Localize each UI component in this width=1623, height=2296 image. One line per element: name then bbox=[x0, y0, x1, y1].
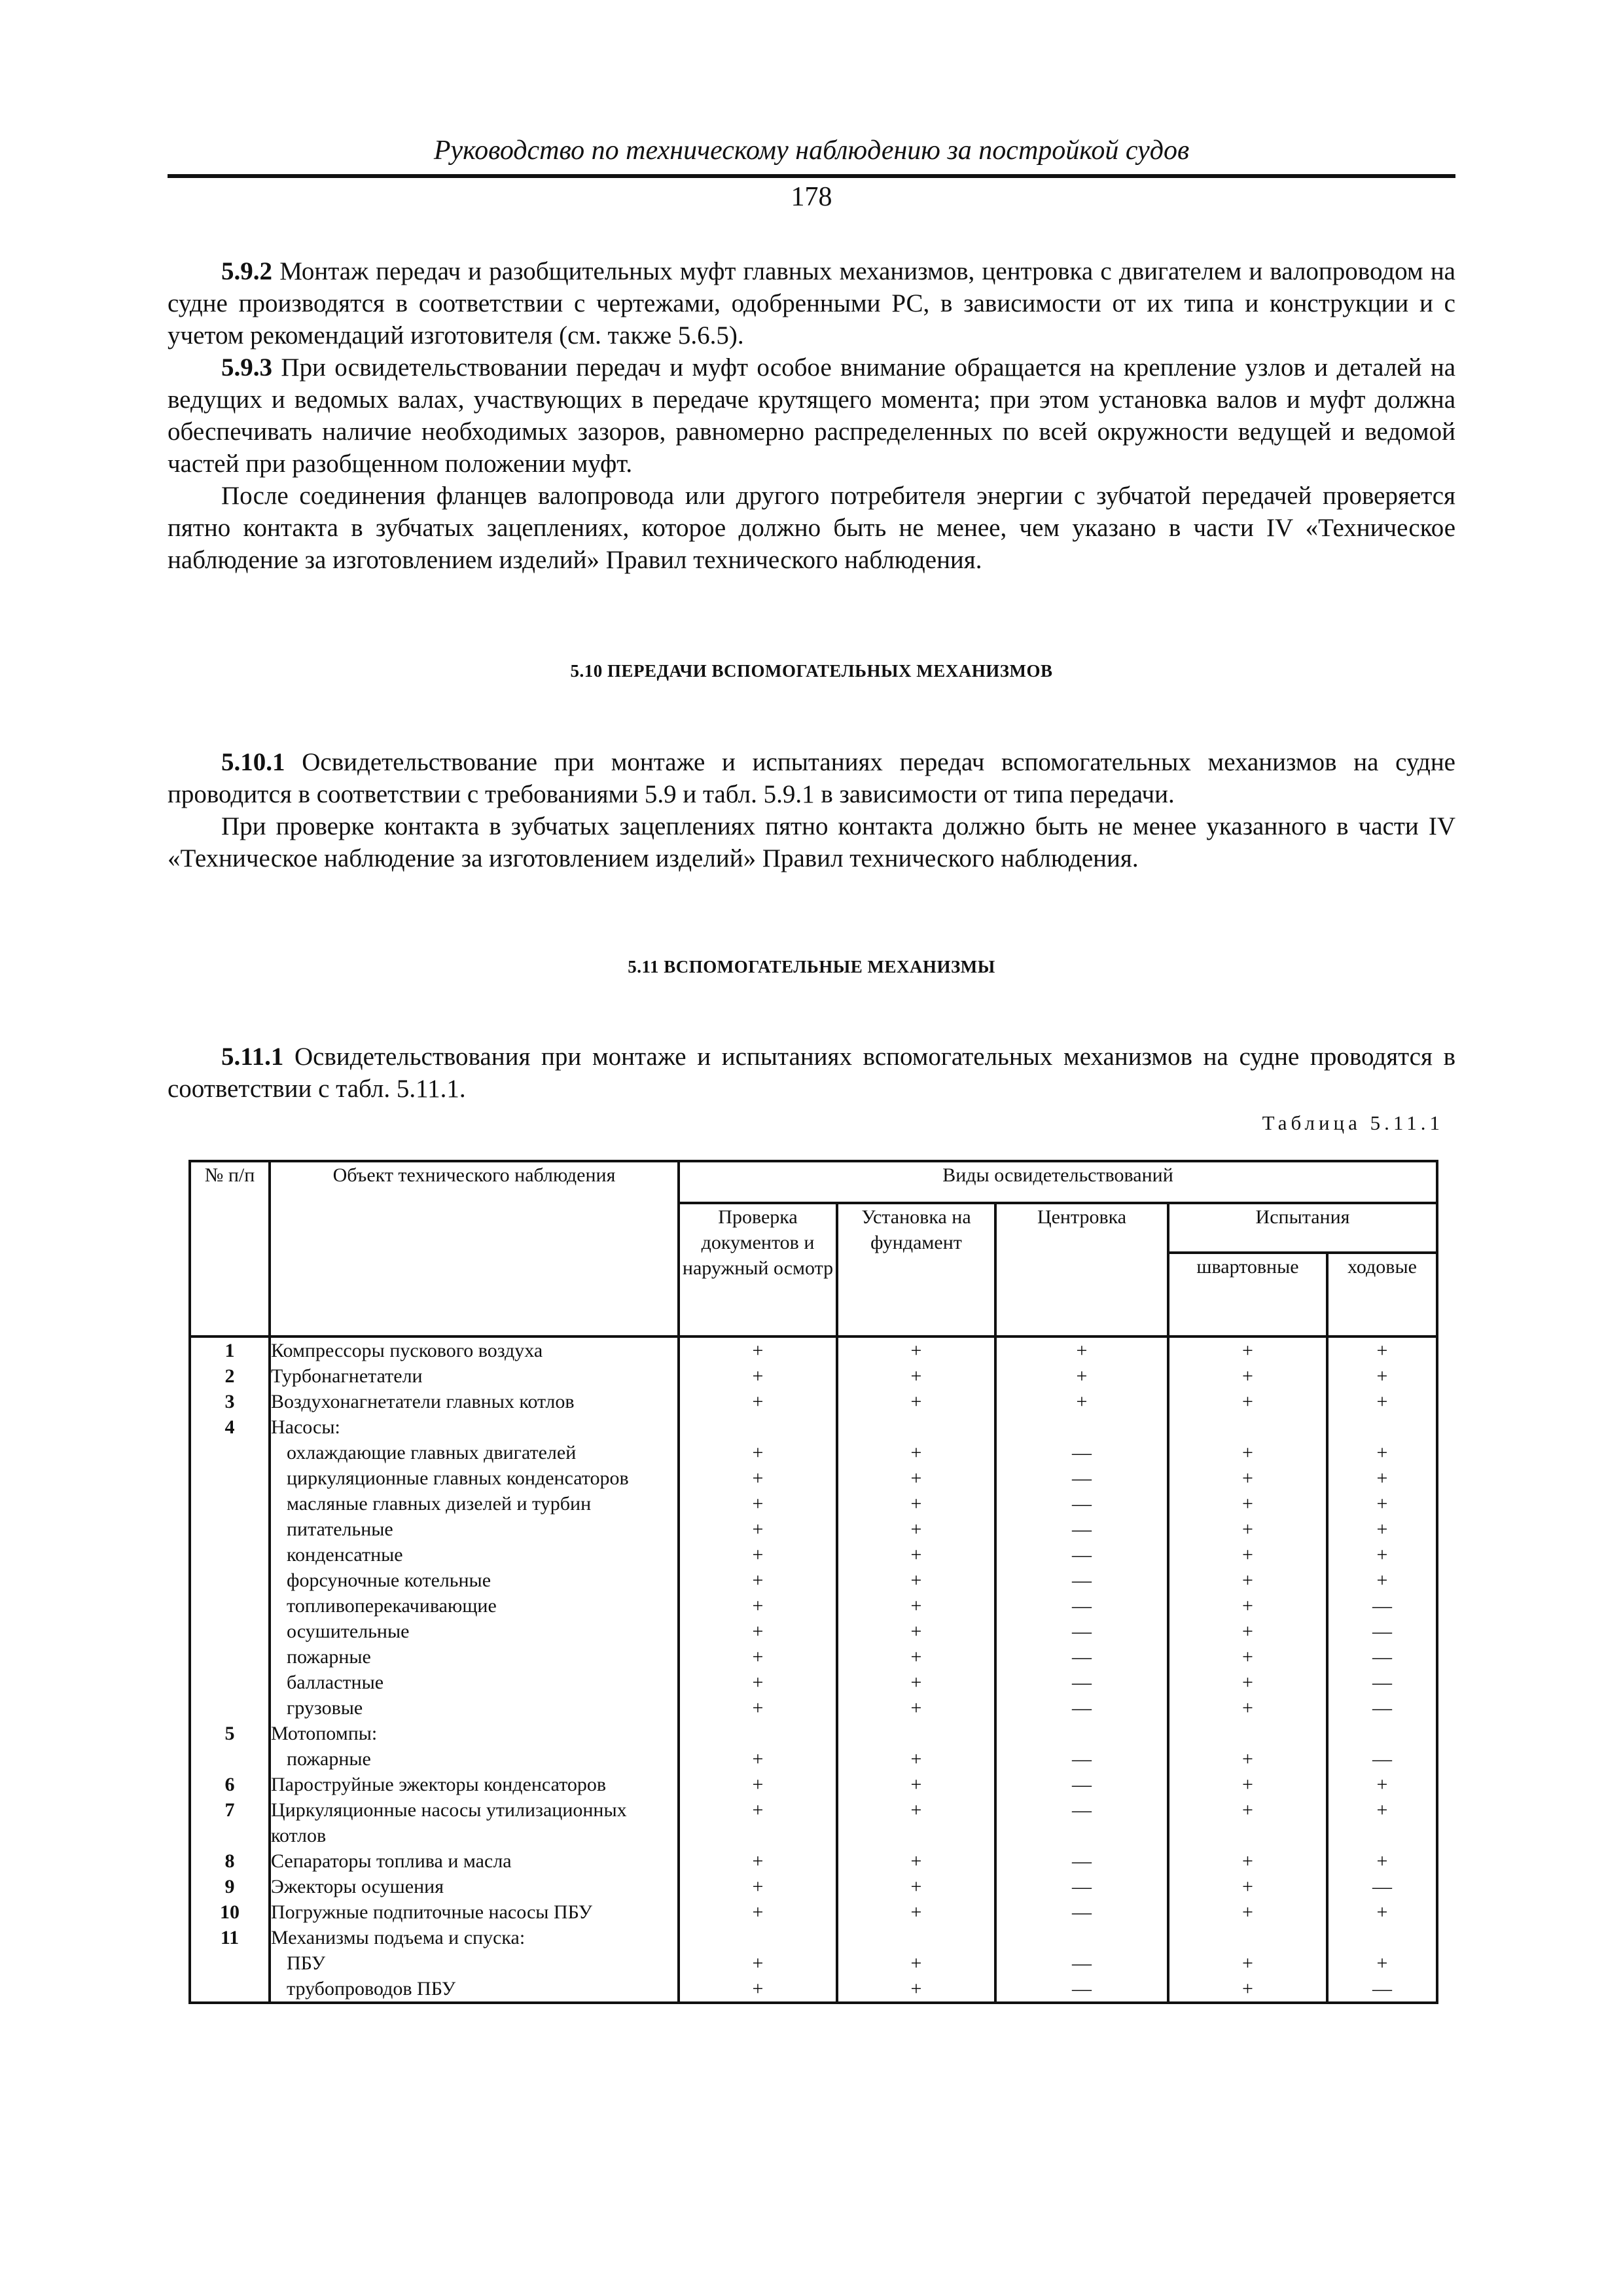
object-name: Эжекторы осушения bbox=[271, 1876, 444, 1897]
object-name: Насосы: bbox=[271, 1416, 340, 1438]
section-5-11-text bbox=[168, 1041, 1455, 1105]
survey-mark: + bbox=[752, 1570, 764, 1591]
survey-mark: + bbox=[1376, 1365, 1388, 1387]
paragraph-5-10-1-cont: При проверке контакта в зубчатых зацеплениях пятно контакта должно быть не менее указанного в части IV «Техническое наблюдение за изготовлением изделий» Правил технического наблюдения. bbox=[168, 812, 1455, 872]
paragraph-text: Освидетельствования при монтаже и испытаниях вспомогательных механизмов на судне проводятся в соответствии с табл. 5.11.1. bbox=[168, 1043, 1455, 1103]
survey-mark: + bbox=[752, 1595, 764, 1617]
section-heading-5-11: 5.11 ВСПОМОГАТЕЛЬНЫЕ МЕХАНИЗМЫ bbox=[628, 957, 995, 977]
survey-mark: — bbox=[1072, 1467, 1092, 1489]
survey-mark: + bbox=[910, 1467, 922, 1489]
row-number: 1 bbox=[224, 1340, 235, 1361]
survey-mark: — bbox=[1072, 1799, 1092, 1821]
object-name: балластные bbox=[287, 1672, 384, 1693]
object-name: Мотопомпы: bbox=[271, 1723, 378, 1744]
survey-mark: — bbox=[1072, 1518, 1092, 1540]
survey-mark: + bbox=[752, 1850, 764, 1872]
survey-mark: — bbox=[1072, 1621, 1092, 1642]
survey-mark bbox=[1169, 1721, 1326, 1746]
survey-mark bbox=[680, 1721, 836, 1746]
survey-mark: + bbox=[1376, 1442, 1388, 1463]
paragraph-5-9-2 bbox=[168, 255, 1455, 351]
header-survey-kinds: Виды освидетельствований bbox=[679, 1161, 1437, 1203]
section-5-10-text bbox=[168, 746, 1455, 874]
survey-mark: + bbox=[1376, 1518, 1388, 1540]
survey-mark: + bbox=[1242, 1365, 1253, 1387]
col-mark-2 bbox=[837, 1336, 995, 2003]
table-row bbox=[190, 1336, 1437, 2003]
survey-mark: + bbox=[1242, 1774, 1253, 1795]
survey-mark: + bbox=[910, 1774, 922, 1795]
survey-mark: + bbox=[910, 1391, 922, 1412]
survey-mark: + bbox=[752, 1876, 764, 1897]
survey-mark: + bbox=[1242, 1391, 1253, 1412]
survey-mark: — bbox=[1072, 1544, 1092, 1566]
object-name: циркуляционные главных конденсаторов bbox=[287, 1467, 629, 1489]
section-5-9-text bbox=[168, 255, 1455, 576]
survey-mark: + bbox=[1242, 1646, 1253, 1668]
object-name: Сепараторы топлива и масла bbox=[271, 1850, 512, 1872]
survey-mark: — bbox=[1372, 1978, 1392, 2000]
object-name: Воздухонагнетатели главных котлов bbox=[271, 1391, 575, 1412]
page-number: 178 bbox=[791, 182, 832, 212]
object-name: пожарные bbox=[287, 1748, 371, 1770]
row-number: 10 bbox=[220, 1901, 240, 1923]
survey-mark: + bbox=[910, 1442, 922, 1463]
survey-mark bbox=[1329, 1414, 1436, 1440]
survey-mark: + bbox=[910, 1544, 922, 1566]
survey-mark: — bbox=[1072, 1978, 1092, 2000]
survey-mark: + bbox=[910, 1646, 922, 1668]
object-name: Турбонагнетатели bbox=[271, 1365, 423, 1387]
survey-mark: — bbox=[1072, 1595, 1092, 1617]
row-number: 5 bbox=[224, 1723, 235, 1744]
header-num: № п/п bbox=[190, 1161, 270, 1336]
survey-mark-blank bbox=[1169, 1823, 1326, 1848]
survey-mark: — bbox=[1072, 1442, 1092, 1463]
survey-mark: + bbox=[1242, 1595, 1253, 1617]
object-name: топливоперекачивающие bbox=[287, 1595, 497, 1617]
survey-mark: + bbox=[752, 1391, 764, 1412]
survey-mark: + bbox=[910, 1672, 922, 1693]
survey-mark: + bbox=[910, 1621, 922, 1642]
survey-mark: + bbox=[1242, 1544, 1253, 1566]
survey-mark: + bbox=[1242, 1748, 1253, 1770]
object-name: пожарные bbox=[287, 1646, 371, 1668]
col-object bbox=[270, 1336, 679, 2003]
object-name: трубопроводов ПБУ bbox=[287, 1978, 456, 2000]
row-number-blank bbox=[191, 1670, 268, 1695]
survey-mark: — bbox=[1372, 1748, 1392, 1770]
survey-mark: + bbox=[910, 1799, 922, 1821]
survey-mark: + bbox=[752, 1544, 764, 1566]
object-name: осушительные bbox=[287, 1621, 410, 1642]
col-mark-3 bbox=[995, 1336, 1168, 2003]
survey-mark: — bbox=[1072, 1774, 1092, 1795]
object-name: грузовые bbox=[287, 1697, 363, 1719]
object-name: Компрессоры пускового воздуха bbox=[271, 1340, 543, 1361]
survey-mark: + bbox=[1376, 1391, 1388, 1412]
survey-mark: + bbox=[1242, 1570, 1253, 1591]
survey-mark: — bbox=[1372, 1595, 1392, 1617]
row-number-blank bbox=[191, 1976, 268, 2001]
clause-number: 5.9.3 bbox=[221, 353, 272, 382]
paragraph-text: Освидетельствование при монтаже и испытаниях передач вспомогательных механизмов на судне проводится в соответствии с требованиями 5.9 и табл. 5.9.1 в зависимости от типа передачи. bbox=[168, 748, 1455, 808]
survey-mark: + bbox=[1376, 1340, 1388, 1361]
object-name: ПБУ bbox=[287, 1952, 326, 1974]
survey-mark: — bbox=[1372, 1697, 1392, 1719]
survey-mark: — bbox=[1072, 1672, 1092, 1693]
object-name: питательные bbox=[287, 1518, 393, 1540]
survey-mark: + bbox=[910, 1365, 922, 1387]
survey-mark bbox=[838, 1414, 994, 1440]
survey-mark bbox=[997, 1721, 1167, 1746]
survey-mark: + bbox=[752, 1697, 764, 1719]
object-name: Пароструйные эжекторы конденсаторов bbox=[271, 1774, 607, 1795]
row-number-blank bbox=[191, 1823, 268, 1848]
paragraph-5-9-3 bbox=[168, 351, 1455, 480]
survey-mark: + bbox=[752, 1774, 764, 1795]
row-number-blank bbox=[191, 1644, 268, 1670]
survey-mark: + bbox=[1242, 1799, 1253, 1821]
section-heading-5-10: 5.10 ПЕРЕДАЧИ ВСПОМОГАТЕЛЬНЫХ МЕХАНИЗМОВ bbox=[570, 661, 1053, 681]
survey-mark: — bbox=[1372, 1876, 1392, 1897]
clause-number: 5.11.1 bbox=[221, 1043, 284, 1071]
survey-mark: + bbox=[1242, 1978, 1253, 2000]
survey-mark bbox=[680, 1925, 836, 1950]
survey-mark: + bbox=[910, 1952, 922, 1974]
survey-mark bbox=[1329, 1721, 1436, 1746]
header-tests: Испытания bbox=[1168, 1203, 1437, 1253]
table-body bbox=[190, 1336, 1437, 2003]
survey-mark: — bbox=[1072, 1952, 1092, 1974]
survey-mark: + bbox=[752, 1952, 764, 1974]
survey-mark: — bbox=[1072, 1901, 1092, 1923]
paragraph-5-10-1 bbox=[168, 746, 1455, 810]
table-caption: Таблица 5.11.1 bbox=[1262, 1111, 1444, 1134]
survey-mark: + bbox=[910, 1850, 922, 1872]
survey-mark: + bbox=[1376, 1544, 1388, 1566]
survey-mark: + bbox=[1376, 1493, 1388, 1515]
col-mark-5 bbox=[1327, 1336, 1437, 2003]
row-number-blank bbox=[191, 1568, 268, 1593]
row-number-blank bbox=[191, 1695, 268, 1721]
survey-mark bbox=[838, 1925, 994, 1950]
object-name-cont: котлов bbox=[271, 1825, 327, 1846]
survey-mark: + bbox=[1376, 1952, 1388, 1974]
row-number-blank bbox=[191, 1491, 268, 1516]
survey-mark: + bbox=[1242, 1518, 1253, 1540]
row-number: 4 bbox=[224, 1416, 235, 1438]
survey-mark-blank bbox=[1329, 1823, 1436, 1848]
survey-mark: + bbox=[910, 1748, 922, 1770]
survey-mark: + bbox=[910, 1595, 922, 1617]
survey-mark: — bbox=[1072, 1493, 1092, 1515]
survey-mark: + bbox=[910, 1876, 922, 1897]
paragraph-5-11-1 bbox=[168, 1041, 1455, 1105]
survey-mark: + bbox=[752, 1442, 764, 1463]
survey-mark: + bbox=[1242, 1467, 1253, 1489]
row-number: 2 bbox=[224, 1365, 235, 1387]
survey-mark: + bbox=[752, 1518, 764, 1540]
survey-mark bbox=[680, 1414, 836, 1440]
survey-mark: + bbox=[1242, 1621, 1253, 1642]
survey-mark: + bbox=[1076, 1365, 1088, 1387]
header-install: Установка на фундамент bbox=[837, 1203, 995, 1336]
header-rule bbox=[168, 174, 1455, 178]
object-name: форсуночные котельные bbox=[287, 1570, 491, 1591]
header-mooring: швартовные bbox=[1168, 1253, 1327, 1336]
header-object: Объект технического наблюдения bbox=[270, 1161, 679, 1336]
header-sea: ходовые bbox=[1327, 1253, 1437, 1336]
row-number: 7 bbox=[224, 1799, 235, 1821]
survey-mark bbox=[997, 1414, 1167, 1440]
header-check-docs: Проверка документов и наружный осмотр bbox=[679, 1203, 837, 1336]
survey-mark-blank bbox=[680, 1823, 836, 1848]
object-name: масляные главных дизелей и турбин bbox=[287, 1493, 592, 1515]
survey-mark: + bbox=[752, 1978, 764, 2000]
survey-mark: + bbox=[752, 1901, 764, 1923]
survey-mark: + bbox=[752, 1646, 764, 1668]
survey-mark: + bbox=[1242, 1672, 1253, 1693]
col-mark-4 bbox=[1168, 1336, 1327, 2003]
clause-number: 5.9.2 bbox=[221, 257, 272, 285]
survey-mark: + bbox=[1376, 1774, 1388, 1795]
survey-mark: — bbox=[1072, 1850, 1092, 1872]
paragraph-5-9-3-cont: После соединения фланцев валопровода или другого потребителя энергии с зубчатой передачей проверяется пятно контакта в зубчатых зацеплениях, которое должно быть не менее, чем указано в части IV «Техническое наблюдение за изготовлением изделий» Правил технического наблюдения. bbox=[168, 482, 1455, 574]
survey-mark: + bbox=[1242, 1442, 1253, 1463]
survey-mark: + bbox=[752, 1672, 764, 1693]
survey-mark: + bbox=[752, 1799, 764, 1821]
col-mark-1 bbox=[679, 1336, 837, 2003]
row-number-blank bbox=[191, 1516, 268, 1542]
clause-number: 5.10.1 bbox=[221, 748, 285, 776]
survey-mark: + bbox=[752, 1493, 764, 1515]
survey-mark bbox=[1169, 1414, 1326, 1440]
survey-mark: + bbox=[752, 1365, 764, 1387]
survey-mark: — bbox=[1372, 1646, 1392, 1668]
survey-mark: + bbox=[1242, 1850, 1253, 1872]
object-name: Погружные подпиточные насосы ПБУ bbox=[271, 1901, 593, 1923]
survey-mark: + bbox=[1242, 1340, 1253, 1361]
row-number-blank bbox=[191, 1542, 268, 1568]
object-name: конденсатные bbox=[287, 1544, 403, 1566]
survey-mark: + bbox=[1376, 1467, 1388, 1489]
survey-mark: + bbox=[1376, 1850, 1388, 1872]
survey-mark: + bbox=[1242, 1493, 1253, 1515]
survey-mark: — bbox=[1072, 1646, 1092, 1668]
survey-mark: — bbox=[1372, 1621, 1392, 1642]
survey-mark: + bbox=[752, 1467, 764, 1489]
survey-mark: + bbox=[1376, 1799, 1388, 1821]
survey-mark: + bbox=[1242, 1876, 1253, 1897]
survey-mark-blank bbox=[997, 1823, 1167, 1848]
survey-mark: + bbox=[1376, 1901, 1388, 1923]
row-number-blank bbox=[191, 1593, 268, 1619]
row-number-blank bbox=[191, 1746, 268, 1772]
survey-mark: + bbox=[910, 1570, 922, 1591]
col-num bbox=[190, 1336, 270, 2003]
survey-mark: + bbox=[1376, 1570, 1388, 1591]
row-number-blank bbox=[191, 1465, 268, 1491]
survey-mark: + bbox=[1242, 1901, 1253, 1923]
row-number: 8 bbox=[224, 1850, 235, 1872]
survey-mark: + bbox=[910, 1978, 922, 2000]
survey-mark: + bbox=[1242, 1952, 1253, 1974]
survey-mark: — bbox=[1072, 1876, 1092, 1897]
survey-mark: + bbox=[1076, 1391, 1088, 1412]
row-number: 9 bbox=[224, 1876, 235, 1897]
survey-mark bbox=[838, 1721, 994, 1746]
survey-mark: — bbox=[1072, 1697, 1092, 1719]
row-number-blank bbox=[191, 1440, 268, 1465]
survey-mark bbox=[1169, 1925, 1326, 1950]
survey-mark: — bbox=[1372, 1672, 1392, 1693]
survey-mark bbox=[997, 1925, 1167, 1950]
survey-mark: + bbox=[752, 1748, 764, 1770]
survey-mark: — bbox=[1072, 1570, 1092, 1591]
row-number: 6 bbox=[224, 1774, 235, 1795]
object-name: охлаждающие главных двигателей bbox=[287, 1442, 577, 1463]
survey-mark: + bbox=[910, 1493, 922, 1515]
row-number: 3 bbox=[224, 1391, 235, 1412]
survey-mark: + bbox=[752, 1621, 764, 1642]
header-centering: Центровка bbox=[995, 1203, 1168, 1336]
running-header: Руководство по техническому наблюдению за постройкой судов bbox=[433, 135, 1190, 166]
survey-mark: + bbox=[910, 1901, 922, 1923]
survey-mark: + bbox=[752, 1340, 764, 1361]
survey-mark: — bbox=[1072, 1748, 1092, 1770]
survey-mark: + bbox=[910, 1518, 922, 1540]
row-number-blank bbox=[191, 1619, 268, 1644]
survey-table bbox=[188, 1160, 1438, 2004]
survey-mark bbox=[1329, 1925, 1436, 1950]
paragraph-text: Монтаж передач и разобщительных муфт главных механизмов, центровка с двигателем и валопроводом на судне производятся в соответствии с чертежами, одобренными РС, в зависимости от их типа и конструкции и с учетом рекомендаций изготовителя (см. также 5.6.5). bbox=[168, 257, 1455, 350]
paragraph-text: При освидетельствовании передач и муфт особое внимание обращается на крепление узлов и деталей на ведущих и ведомых валах, участвующих в передаче крутящего момента; при этом установка валов и муфт должна обеспечивать наличие необходимых зазоров, равномерно распределенных по всей окружности ведущей и ведомой частей при разобщенном положении муфт. bbox=[168, 353, 1455, 478]
survey-mark: + bbox=[910, 1697, 922, 1719]
object-name: Механизмы подъема и спуска: bbox=[271, 1927, 526, 1948]
survey-mark-blank bbox=[838, 1823, 994, 1848]
row-number: 11 bbox=[220, 1927, 240, 1948]
survey-mark: + bbox=[1076, 1340, 1088, 1361]
row-number-blank bbox=[191, 1950, 268, 1976]
survey-mark: + bbox=[910, 1340, 922, 1361]
object-name: Циркуляционные насосы утилизационных bbox=[271, 1799, 627, 1821]
survey-mark: + bbox=[1242, 1697, 1253, 1719]
